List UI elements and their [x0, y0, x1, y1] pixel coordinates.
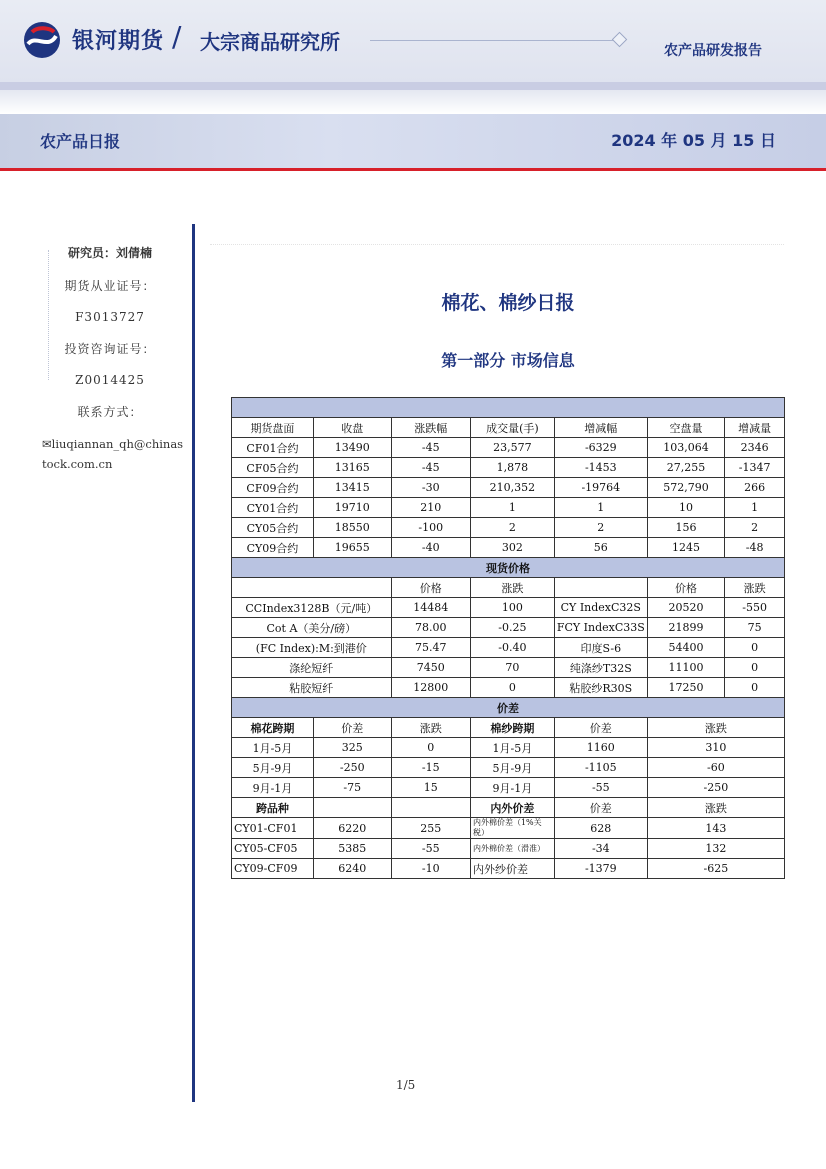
table-cell: 100 [470, 598, 554, 618]
table-cell: 5385 [313, 839, 391, 859]
spread-header-cell: 涨跌 [647, 798, 784, 818]
table-cell: 粘胶短纤 [232, 678, 392, 698]
table-cell: 75 [725, 618, 785, 638]
market-table [231, 397, 785, 879]
table-cell: 572,790 [647, 478, 725, 498]
table-cell: -60 [647, 758, 784, 778]
table-cell: 1245 [647, 538, 725, 558]
table-cell: 70 [470, 658, 554, 678]
table-cell: -625 [647, 859, 784, 879]
contact-label: 联系方式： [77, 405, 143, 419]
table-cell: CY IndexC32S [554, 598, 647, 618]
table-row [232, 818, 785, 839]
table-cell: 1,878 [470, 458, 554, 478]
spot-header-cell: 价格 [647, 578, 725, 598]
page-title: 棉花、棉纱日报 [441, 292, 575, 314]
table-cell: 20520 [647, 598, 725, 618]
table-cell: 2346 [725, 438, 785, 458]
table-cell: -15 [391, 758, 470, 778]
futures-header-cell: 成交量(手) [470, 418, 554, 438]
table-cell: -34 [554, 839, 647, 859]
table-cell: 0 [391, 738, 470, 758]
diamond-icon [612, 32, 628, 48]
brand-name: 银河期货 [72, 29, 165, 54]
cross-variety-label: 跨品种 [232, 798, 314, 818]
table-row [232, 538, 785, 558]
table-cell: 19655 [313, 538, 391, 558]
table-cell: 7450 [391, 658, 470, 678]
table-cell: 内外棉价差（1%关税） [470, 818, 554, 839]
table-cell: 2 [725, 518, 785, 538]
table-cell: 13165 [313, 458, 391, 478]
table-cell: FCY IndexC33S [554, 618, 647, 638]
table-cell: 15 [391, 778, 470, 798]
accent-rule [0, 168, 826, 171]
table-cell: 17250 [647, 678, 725, 698]
table-cell: -55 [391, 839, 470, 859]
spot-header-cell: 涨跌 [470, 578, 554, 598]
futures-header-cell: 增减幅 [554, 418, 647, 438]
table-cell: 27,255 [647, 458, 725, 478]
table-cell: 210 [391, 498, 470, 518]
spread-band-label: 价差 [232, 698, 785, 718]
table-cell: -75 [313, 778, 391, 798]
table-row [232, 598, 785, 618]
table-cell: 23,577 [470, 438, 554, 458]
table-cell: -100 [391, 518, 470, 538]
table-cell [232, 578, 392, 598]
email-line-2: tock.com.cn [42, 457, 113, 471]
page-number: 1/5 [396, 1078, 416, 1092]
email-line-1: liuqiannan_qh@chinas [51, 437, 184, 451]
spread-header-cell: 涨跌 [391, 718, 470, 738]
table-cell: 1 [470, 498, 554, 518]
futures-header-cell: 涨跌幅 [391, 418, 470, 438]
table-cell: 11100 [647, 658, 725, 678]
table-cell: 9月-1月 [470, 778, 554, 798]
table-cell: -250 [313, 758, 391, 778]
spot-header-cell: 价格 [391, 578, 470, 598]
table-cell: 5月-9月 [232, 758, 314, 778]
futures-header-row [232, 418, 785, 438]
table-cell: CF05合约 [232, 458, 314, 478]
spot-band-label: 现货价格 [232, 558, 785, 578]
report-category: 农产品日报 [40, 132, 121, 151]
table-cell: 1月-5月 [470, 738, 554, 758]
researcher-name: 研究员：刘倩楠 [67, 246, 152, 260]
table-cell: -10 [391, 859, 470, 879]
table-cell: Cot A（美分/磅） [232, 618, 392, 638]
section-title: 第一部分 市场信息 [441, 351, 575, 370]
table-cell: -250 [647, 778, 784, 798]
table-cell: 0 [725, 638, 785, 658]
table-row [232, 859, 785, 879]
futures-header-cell: 空盘量 [647, 418, 725, 438]
table-cell: 143 [647, 818, 784, 839]
table-row [232, 478, 785, 498]
table-cell: 13415 [313, 478, 391, 498]
spread-header-cell: 涨跌 [647, 718, 784, 738]
table-cell: 628 [554, 818, 647, 839]
table-cell: 1月-5月 [232, 738, 314, 758]
table-cell: 0 [725, 658, 785, 678]
table-row [232, 758, 785, 778]
table-cell: -48 [725, 538, 785, 558]
table-cell: -0.25 [470, 618, 554, 638]
table-cell: 255 [391, 818, 470, 839]
table-cell: 21899 [647, 618, 725, 638]
table-cell: CY09-CF09 [232, 859, 314, 879]
table-cell: 12800 [391, 678, 470, 698]
table-cell: CY05合约 [232, 518, 314, 538]
table-cell: 6240 [313, 859, 391, 879]
table-cell: 2 [470, 518, 554, 538]
table-cell: -6329 [554, 438, 647, 458]
table-row [232, 518, 785, 538]
table-row [232, 438, 785, 458]
table-cell: -0.40 [470, 638, 554, 658]
table-cell: -550 [725, 598, 785, 618]
table-cell: 13490 [313, 438, 391, 458]
table-cell: -45 [391, 458, 470, 478]
table-cell: 310 [647, 738, 784, 758]
table-cell: CY09合约 [232, 538, 314, 558]
spread-header-row [232, 718, 785, 738]
table-cell: 78.00 [391, 618, 470, 638]
table-cell: 54400 [647, 638, 725, 658]
mail-icon: ✉ [42, 437, 52, 451]
table-cell: -45 [391, 438, 470, 458]
table-cell: 印度S-6 [554, 638, 647, 658]
table-cell: 266 [725, 478, 785, 498]
institute-name: 大宗商品研究所 [200, 30, 340, 54]
consult-label: 投资咨询证号： [64, 342, 156, 356]
table-cell: 内外纱价差 [470, 859, 554, 879]
table-row [232, 738, 785, 758]
table-cell: 1 [554, 498, 647, 518]
table-cell: 302 [470, 538, 554, 558]
table-cell: -1379 [554, 859, 647, 879]
table-top-band [232, 398, 785, 418]
table-cell: 1 [725, 498, 785, 518]
table-cell: -1453 [554, 458, 647, 478]
table-cell: -30 [391, 478, 470, 498]
table-cell: 14484 [391, 598, 470, 618]
table-cell: 132 [647, 839, 784, 859]
table-row [232, 498, 785, 518]
sidebar [0, 238, 186, 474]
table-cell: 5月-9月 [470, 758, 554, 778]
table-cell: -55 [554, 778, 647, 798]
sidebar-divider [192, 224, 195, 1102]
table-cell [554, 578, 647, 598]
dotted-rule [210, 244, 784, 245]
futures-header-cell: 收盘 [313, 418, 391, 438]
table-cell: 103,064 [647, 438, 725, 458]
top-header [0, 0, 826, 82]
table-cell: 纯涤纱T32S [554, 658, 647, 678]
cotton-spread-label: 棉花跨期 [232, 718, 314, 738]
table-row [232, 618, 785, 638]
table-cell: 18550 [313, 518, 391, 538]
sub-header [0, 114, 826, 170]
table-cell: CY05-CF05 [232, 839, 314, 859]
table-cell: 1160 [554, 738, 647, 758]
table-cell: 156 [647, 518, 725, 538]
header-rule [370, 40, 620, 41]
table-cell: CY01-CF01 [232, 818, 314, 839]
brand-separator: / [172, 20, 182, 53]
table-cell: 0 [725, 678, 785, 698]
table-cell: 2 [554, 518, 647, 538]
futures-header-cell: 增减量 [725, 418, 785, 438]
table-cell: CCIndex3128B（元/吨） [232, 598, 392, 618]
table-cell: -40 [391, 538, 470, 558]
futures-header-cell: 期货盘面 [232, 418, 314, 438]
table-cell: 10 [647, 498, 725, 518]
table-cell: 56 [554, 538, 647, 558]
spot-band [232, 558, 785, 578]
table-cell: 325 [313, 738, 391, 758]
table-cell: 涤纶短纤 [232, 658, 392, 678]
spread-band [232, 698, 785, 718]
license-label: 期货从业证号： [64, 279, 156, 293]
header-band [0, 82, 826, 90]
yarn-spread-label: 棉纱跨期 [470, 718, 554, 738]
table-row [232, 839, 785, 859]
table-cell: -1347 [725, 458, 785, 478]
spot-header-cell: 涨跌 [725, 578, 785, 598]
table-cell: 210,352 [470, 478, 554, 498]
table-cell: (FC Index):M:到港价 [232, 638, 392, 658]
report-date: 2024 年 05 月 15 日 [611, 131, 776, 150]
table-cell: 9月-1月 [232, 778, 314, 798]
cross-header-row [232, 798, 785, 818]
table-cell: 6220 [313, 818, 391, 839]
table-row [232, 458, 785, 478]
spread-header-cell: 价差 [554, 798, 647, 818]
table-cell: CF01合约 [232, 438, 314, 458]
consult-number: Z0014425 [75, 373, 145, 387]
table-cell: 内外棉价差（滑准） [470, 839, 554, 859]
table-cell: 0 [470, 678, 554, 698]
table-cell: -1105 [554, 758, 647, 778]
table-cell: 75.47 [391, 638, 470, 658]
inout-spread-label: 内外价差 [470, 798, 554, 818]
table-cell: CY01合约 [232, 498, 314, 518]
table-cell: CF09合约 [232, 478, 314, 498]
report-type: 农产品研发报告 [664, 43, 762, 59]
table-cell [313, 798, 391, 818]
table-row [232, 658, 785, 678]
spread-header-cell: 价差 [313, 718, 391, 738]
spread-header-cell: 价差 [554, 718, 647, 738]
table-cell: 19710 [313, 498, 391, 518]
table-row [232, 638, 785, 658]
table-cell [391, 798, 470, 818]
table-row [232, 778, 785, 798]
table-cell: -19764 [554, 478, 647, 498]
header-gradient [0, 90, 826, 114]
table-cell: 粘胶纱R30S [554, 678, 647, 698]
galaxy-logo-icon [22, 20, 62, 60]
email-contact[interactable] [34, 434, 186, 474]
table-row [232, 678, 785, 698]
spot-header-row [232, 578, 785, 598]
license-number: F3013727 [75, 310, 145, 324]
